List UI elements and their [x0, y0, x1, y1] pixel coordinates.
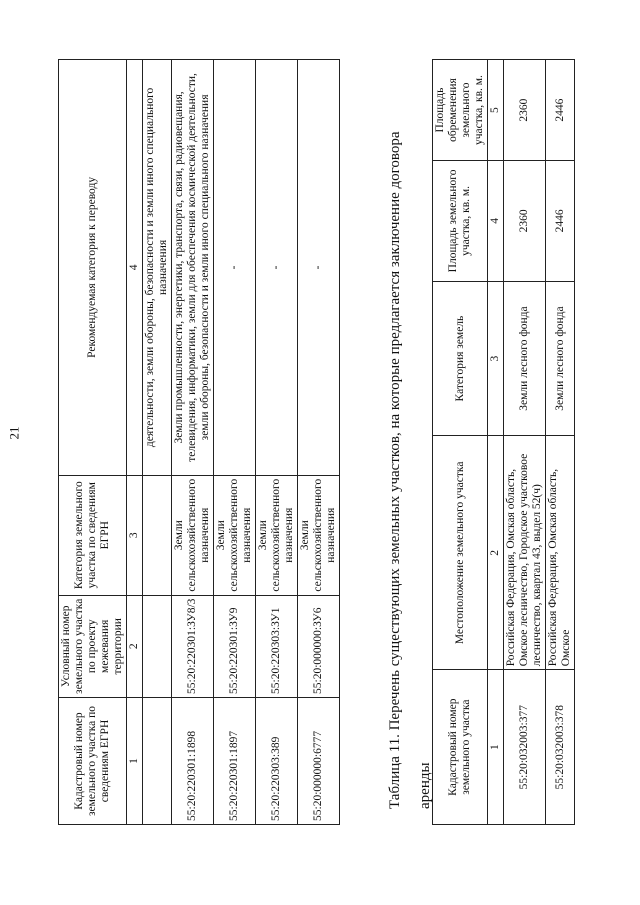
col-number: 1 — [127, 698, 143, 825]
cell: 55:20:000000:ЗУ6 — [298, 595, 340, 697]
col-number: 4 — [127, 60, 143, 476]
col-number: 3 — [127, 475, 143, 595]
table-row — [504, 60, 546, 825]
cell: 55:20:032003:377 — [504, 670, 546, 825]
cell: - — [214, 60, 256, 476]
cell: 2360 — [504, 161, 546, 282]
cell: 55:20:032003:378 — [546, 670, 575, 825]
cell: Земли промышленности, энергетики, транспорта, связи, радиовещания, телевидения, информатики, земли для обеспечения космической деятельности, земли обороны, безопасности и земли иного специального назначения — [172, 60, 214, 476]
table-row — [256, 60, 298, 825]
header-cell: Рекомендуемая категория к переводу — [59, 60, 127, 476]
cell: Российская Федерация, Омская область, Омское — [546, 436, 575, 670]
cell: 55:20:220301:1897 — [214, 698, 256, 825]
cell — [143, 475, 172, 595]
header-cell: Местоположение земельного участка — [433, 436, 488, 670]
page-number: 21 — [6, 426, 22, 440]
header-cell: Категория земель — [433, 281, 488, 436]
header-cell: Кадастровый номер земельного участка по сведениям ЕГРН — [59, 698, 127, 825]
cell: 55:20:220303:389 — [256, 698, 298, 825]
header-cell: Кадастровый номер земельного участка — [433, 670, 488, 825]
col-number: 2 — [488, 436, 504, 670]
cell: - — [256, 60, 298, 476]
header-cell: Площадь обременения земельного участка, кв. м. — [433, 60, 488, 161]
cell — [143, 595, 172, 697]
cell: 2446 — [546, 161, 575, 282]
col-number: 5 — [488, 60, 504, 161]
cell: Земли сельскохозяйственного назначения — [256, 475, 298, 595]
cell: 2360 — [504, 60, 546, 161]
col-number: 3 — [488, 281, 504, 436]
cell: Земли сельскохозяйственного назначения — [172, 475, 214, 595]
cell: 2446 — [546, 60, 575, 161]
cell: Земли лесного фонда — [546, 281, 575, 436]
table-row — [546, 60, 575, 825]
cell: Земли лесного фонда — [504, 281, 546, 436]
col-number: 4 — [488, 161, 504, 282]
cell: Земли сельскохозяйственного назначения — [298, 475, 340, 595]
cell: 55:20:220303:ЗУ1 — [256, 595, 298, 697]
cell: 55:20:000000:6777 — [298, 698, 340, 825]
header-cell: Категория земельного участка по сведениям ЕГРН — [59, 475, 127, 595]
cell: - — [298, 60, 340, 476]
table-row — [298, 60, 340, 825]
table-row — [143, 60, 172, 825]
cell: 55:20:220301:1898 — [172, 698, 214, 825]
table-header-row — [59, 60, 127, 825]
header-cell: Условный номер земельного участка по проекту межевания территории — [59, 595, 127, 697]
table-row — [172, 60, 214, 825]
table-caption: Таблица 11. Перечень существующих земельных участков, на которые предлагается заключение договора аренды — [387, 131, 433, 809]
table-11 — [432, 59, 575, 825]
cell: Земли сельскохозяйственного назначения — [214, 475, 256, 595]
header-cell: Площадь земельного участка, кв. м. — [433, 161, 488, 282]
col-number: 1 — [488, 670, 504, 825]
table-row — [214, 60, 256, 825]
col-number: 2 — [127, 595, 143, 697]
column-number-row — [488, 60, 504, 825]
cell: деятельности, земли обороны, безопасности и земли иного специального назначения — [143, 60, 172, 476]
table-prev-continuation — [58, 59, 340, 825]
cell: 55:20:220301:ЗУ9 — [214, 595, 256, 697]
table-header-row — [433, 60, 488, 825]
cell: 55:20:220301:ЗУ8/3 — [172, 595, 214, 697]
cell — [143, 698, 172, 825]
column-number-row — [127, 60, 143, 825]
cell: Российская Федерация, Омская область, Омское лесничество, Городское участковое лесничество, квартал 43, выдел 52(ч) — [504, 436, 546, 670]
